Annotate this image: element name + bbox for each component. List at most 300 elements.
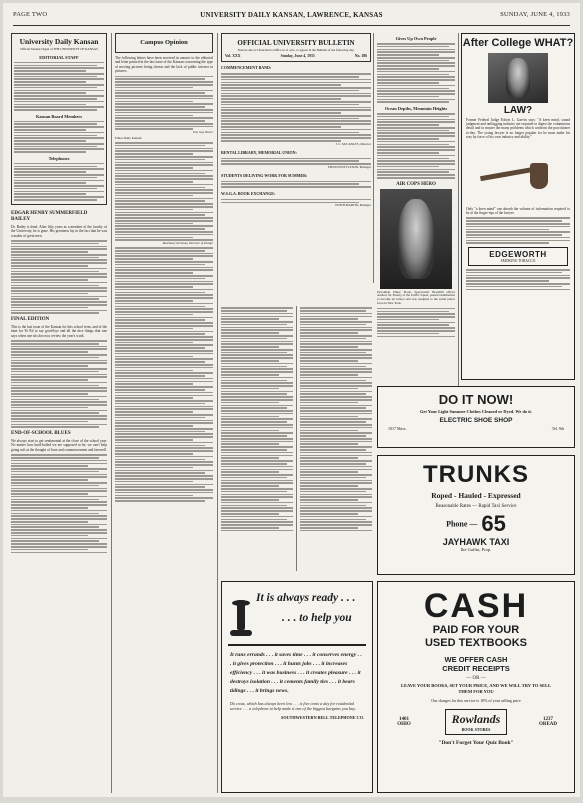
shop-name: ELECTRIC SHOE SHOP [439, 417, 513, 424]
body-text-line [300, 421, 366, 423]
body-text-line [14, 177, 97, 179]
body-text-line [115, 433, 213, 435]
body-text-line [300, 416, 358, 418]
newspaper-page [3, 3, 580, 797]
body-text-line [115, 364, 213, 366]
body-text-line [115, 164, 213, 166]
body-text-line [11, 482, 107, 484]
body-text-line [115, 145, 205, 147]
shop-address: 1017 Mass. [388, 426, 407, 431]
body-text-line [115, 173, 205, 175]
body-text-line [115, 492, 213, 494]
trunks-sub: Roped - Hauled - Expressed [431, 491, 521, 500]
bailey-editorial-text: Dr. Bailey is dead. After fifty years as a member of the faculty of the University, he is gone. His greatness lay in the fact that he was a maker of great men. [11, 224, 107, 238]
body-text-line [11, 351, 88, 353]
body-text-line [11, 376, 107, 378]
body-text-line [221, 118, 359, 120]
body-text-line [221, 455, 293, 457]
body-text-line [221, 485, 279, 487]
body-text-line [300, 438, 372, 440]
body-text-line [221, 519, 287, 521]
store-address-right: 1237 OREAD [538, 717, 558, 727]
body-text-line [377, 57, 455, 59]
body-text-line [377, 96, 439, 98]
body-text-line [11, 379, 88, 381]
body-text-line [115, 237, 193, 239]
body-text-line [300, 410, 372, 412]
body-text-line [300, 335, 372, 337]
telephone-tagline: Do costs, which has always been low . . . is five cents a day for residential service . . . a telephone to help make it one of the biggest bargains you buy. [230, 701, 356, 711]
body-text-line [11, 262, 107, 264]
body-text-line [115, 450, 213, 452]
body-text-line [221, 352, 287, 354]
body-text-line [14, 104, 86, 106]
body-text-line [377, 146, 455, 148]
body-text-line [377, 160, 455, 162]
body-text-line [115, 286, 193, 288]
body-text-line [300, 388, 358, 390]
body-text-line [14, 90, 104, 92]
final-edition-title: FINAL EDITION [11, 316, 50, 322]
body-text-line [11, 546, 107, 548]
body-text-line [221, 160, 359, 162]
body-text-line [11, 552, 107, 554]
body-text-line [377, 71, 455, 73]
body-text-line [115, 297, 213, 299]
body-text-line [300, 310, 366, 312]
body-text-line [115, 453, 193, 455]
body-text-line [466, 289, 570, 291]
body-text-line [300, 318, 358, 320]
photo-caption: Patrolman Elmer Plock, Spectacular Berryhill officer Andrew M. Finerty of the Traffic Squad, passed examination to become an aviator and was assigned to the aerial police force in New York. [377, 289, 455, 305]
body-text-line [221, 407, 287, 409]
body-text-line [11, 298, 99, 300]
body-text-line [377, 141, 455, 143]
bulletin-item-students: STUDENTS DELIVING WORK FOR SUMMER: [221, 172, 308, 178]
body-text-line [377, 93, 455, 95]
body-text-line [115, 408, 213, 410]
body-text-line [221, 521, 293, 523]
body-text-line [300, 313, 372, 315]
body-text-line [115, 101, 193, 103]
letter-signature-2: Rosemary Kershaw, Director of Design [162, 241, 213, 246]
cash-slogan: "Don't Forget Your Quiz Book" [438, 740, 514, 746]
body-text-line [300, 327, 372, 329]
body-text-line [115, 447, 213, 449]
telephone-ad-rule [228, 644, 366, 646]
body-text-line [221, 499, 279, 501]
body-text-line [14, 67, 104, 69]
body-text-line [377, 65, 455, 67]
edgeworth-brand: EDGEWORTH [489, 250, 547, 260]
body-text-line [221, 134, 371, 136]
body-text-line [115, 308, 213, 310]
body-text-line [300, 341, 372, 343]
body-text-line [11, 543, 107, 545]
story-head-1: Gives Up Own People [395, 36, 437, 41]
trunks-title: TRUNKS [423, 461, 529, 488]
body-text-line [377, 76, 455, 78]
body-text-line [221, 183, 359, 185]
cash-note: Our charges for this service is 10% of your selling price [431, 698, 521, 703]
body-text-line [377, 62, 455, 64]
body-text-line [115, 103, 213, 105]
body-text-line [300, 466, 372, 468]
body-text-line [221, 115, 371, 117]
body-text-line [11, 368, 107, 370]
body-text-line [221, 435, 287, 437]
body-text-line [115, 112, 213, 114]
body-text-line [115, 311, 213, 313]
body-text-line [221, 452, 293, 454]
body-text-line [377, 313, 455, 315]
body-text-line [115, 203, 213, 205]
body-text-line [115, 228, 205, 230]
body-text-line [221, 421, 287, 423]
body-text-line [115, 153, 193, 155]
body-text-line [300, 407, 366, 409]
body-text-line [221, 199, 371, 201]
body-text-line [466, 242, 549, 244]
body-text-line [115, 162, 213, 164]
body-text-line [14, 132, 104, 134]
body-text-line [377, 330, 455, 332]
body-text-line [221, 95, 371, 97]
bulletin-band-signature: J. C. McCANLES, Director [335, 141, 371, 146]
body-text-line [115, 397, 193, 399]
body-text-line [221, 482, 293, 484]
body-text-line [14, 81, 86, 83]
body-text-line [115, 269, 213, 271]
letter-signature-1: Eva Gay Stover [192, 130, 213, 135]
body-text-line [115, 76, 213, 78]
trunks-ad [377, 455, 575, 575]
body-text-line [14, 62, 104, 64]
body-text-line [115, 395, 213, 397]
body-text-line [115, 322, 213, 324]
body-text-line [300, 513, 358, 515]
body-text-line [377, 119, 455, 121]
body-text-line [115, 392, 213, 394]
pipe-caption: Only "a keen mind" can absorb the volume of information required to be at the finger-tips of the lawyer. [466, 207, 570, 216]
body-text-line [221, 380, 287, 382]
body-text-line [115, 495, 193, 497]
body-text-line [11, 507, 88, 509]
body-text-line [115, 339, 213, 341]
trunks-owner: Ike Gaffin, Prop. [460, 547, 492, 552]
body-text-line [11, 499, 99, 501]
body-text-line [300, 307, 372, 309]
body-text-line [466, 229, 549, 231]
body-text-line [115, 414, 213, 416]
body-text-line [377, 166, 439, 168]
body-text-line [221, 98, 341, 100]
body-text-line [115, 272, 193, 274]
body-text-line [115, 106, 205, 108]
body-text-line [377, 155, 455, 157]
body-text-line [300, 399, 372, 401]
body-text-line [115, 336, 213, 338]
body-text-line [11, 290, 107, 292]
body-text-line [11, 421, 88, 423]
body-text-line [300, 530, 372, 532]
body-text-line [466, 272, 562, 274]
business-heading: Kansan Board Members [35, 113, 83, 119]
end-of-school-title: END-OF-SCHOOL BLUES [11, 430, 71, 436]
body-text-line [11, 521, 88, 523]
body-text-line [377, 308, 455, 310]
body-text-line [14, 98, 97, 100]
body-text-line [377, 68, 439, 70]
body-text-line [221, 126, 341, 128]
body-text-line [115, 497, 213, 499]
body-text-line [11, 485, 99, 487]
body-text-line [11, 424, 107, 426]
column-divider [458, 33, 459, 413]
body-text-line [115, 486, 205, 488]
body-text-line [115, 292, 205, 294]
body-text-line [377, 144, 449, 146]
body-text-line [11, 301, 107, 303]
body-text-line [221, 346, 279, 348]
campus-opinion-title: Campus Opinion [140, 39, 188, 46]
body-text-line [11, 271, 99, 273]
body-text-line [221, 324, 287, 326]
bulletin-subtitle: Notices due at Chancellor's Office at 11 a.m., to appear in the Bulletin of the following day. [237, 48, 355, 52]
body-text-line [221, 443, 279, 445]
body-text-line [377, 163, 455, 165]
body-text-line [115, 442, 213, 444]
body-text-line [300, 377, 372, 379]
body-text-line [115, 87, 193, 89]
body-text-line [300, 505, 366, 507]
body-text-line [115, 92, 205, 94]
body-text-line [221, 510, 293, 512]
store-address-left: 1401 OHIO [397, 717, 411, 727]
body-text-line [14, 163, 104, 165]
body-text-line [11, 387, 107, 389]
body-text-line [11, 396, 107, 398]
body-text-line [300, 338, 366, 340]
photo-title: AIR COPS HERO [396, 181, 436, 187]
body-text-line [377, 127, 455, 129]
official-bulletin [221, 33, 371, 333]
letters-column-left [221, 306, 293, 576]
body-text-line [115, 481, 193, 483]
body-text-line [115, 264, 205, 266]
masthead-box [11, 33, 107, 205]
news-column [377, 33, 455, 413]
body-text-line [300, 443, 358, 445]
body-text-line [377, 322, 455, 324]
body-text-line [115, 223, 193, 225]
bulletin-item-book-exchange: W.S.G.A. BOOK EXCHANGE: [221, 190, 276, 196]
body-text-line [300, 430, 358, 432]
body-text-line [221, 477, 287, 479]
body-text-line [221, 405, 293, 407]
body-text-line [11, 254, 107, 256]
rowlands-name: Rowlands [451, 712, 501, 726]
body-text-line [115, 439, 193, 441]
body-text-line [221, 101, 371, 103]
body-text-line [221, 366, 287, 368]
body-text-line [115, 461, 213, 463]
body-text-line [221, 432, 293, 434]
body-text-line [14, 73, 104, 75]
body-text-line [300, 491, 366, 493]
body-text-line [115, 142, 213, 144]
body-text-line [221, 109, 371, 111]
body-text-line [221, 371, 293, 373]
body-text-line [115, 187, 205, 189]
body-text-line [221, 502, 293, 504]
body-text-line [377, 90, 455, 92]
body-text-line [14, 180, 104, 182]
body-text-line [115, 225, 213, 227]
body-text-line [221, 368, 293, 370]
body-text-line [14, 135, 97, 137]
body-text-line [115, 361, 205, 363]
body-text-line [14, 146, 97, 148]
body-text-line [221, 513, 279, 515]
body-text-line [377, 113, 455, 115]
body-text-line [11, 532, 107, 534]
aviator-photo [380, 189, 452, 289]
body-text-line [115, 90, 213, 92]
body-text-line [115, 184, 213, 186]
body-text-line [300, 427, 372, 429]
campus-opinion-box [115, 33, 213, 53]
body-text-line [11, 479, 88, 481]
body-text-line [300, 357, 372, 359]
body-text-line [221, 343, 293, 345]
body-text-line [377, 336, 455, 338]
body-text-line [466, 220, 562, 222]
body-text-line [14, 78, 104, 80]
bulletin-date: Sunday, June 4, 1933 [280, 53, 315, 58]
body-text-line [300, 521, 372, 523]
campus-opinion-intro: The following letters have been received in answer to the editorial and letter printed in the last issue of the Kansan concerning the type of moving pictures being shown and the lack of public interest in pictures. [115, 56, 213, 74]
body-text-line [115, 117, 213, 119]
body-text-line [377, 327, 455, 329]
body-text-line [115, 148, 213, 150]
body-text-line [221, 427, 293, 429]
body-text-line [221, 382, 293, 384]
body-text-line [115, 484, 213, 486]
body-text-line [11, 246, 107, 248]
body-text-line [11, 393, 88, 395]
letters-column-right [300, 306, 372, 576]
body-text-line [300, 499, 358, 501]
bulletin-volume: Vol. XXX [225, 53, 241, 58]
body-text-line [11, 243, 99, 245]
body-text-line [466, 277, 570, 279]
body-text-line [300, 346, 358, 348]
body-text-line [115, 306, 205, 308]
body-text-line [11, 412, 99, 414]
edgeworth-subbrand: SMOKING TOBACCO [500, 259, 536, 264]
body-text-line [377, 171, 449, 173]
body-text-line [221, 507, 293, 509]
body-text-line [115, 214, 205, 216]
body-text-line [115, 200, 205, 202]
body-text-line [300, 352, 366, 354]
body-text-line [11, 504, 107, 506]
do-it-now-ad [377, 386, 575, 448]
body-text-line [115, 472, 205, 474]
pipe-bowl [530, 163, 548, 189]
body-text-line [221, 310, 287, 312]
body-text-line [115, 231, 213, 233]
body-text-line [466, 275, 570, 277]
body-text-line [14, 101, 104, 103]
body-text-line [115, 109, 213, 111]
body-text-line [115, 261, 213, 263]
body-text-line [221, 329, 293, 331]
body-text-line [300, 480, 372, 482]
body-text-line [377, 51, 455, 53]
body-text-line [221, 449, 287, 451]
body-text-line [14, 168, 104, 170]
body-text-line [11, 468, 107, 470]
body-text-line [221, 335, 293, 337]
body-text-line [115, 300, 193, 302]
body-text-line [221, 327, 293, 329]
body-text-line [300, 360, 358, 362]
body-text-line [115, 319, 205, 321]
body-text-line [300, 368, 372, 370]
body-text-line [300, 485, 358, 487]
body-text-line [11, 410, 107, 412]
body-text-line [11, 276, 107, 278]
body-text-line [11, 360, 107, 362]
body-text-line [377, 149, 455, 151]
body-text-line [11, 426, 99, 428]
body-text-line [115, 78, 205, 80]
body-text-line [115, 283, 213, 285]
body-text-line [11, 474, 107, 476]
body-text-line [11, 418, 107, 420]
body-text-line [300, 371, 372, 373]
body-text-line [11, 268, 107, 270]
body-text-line [115, 167, 193, 169]
body-text-line [300, 516, 372, 518]
body-text-line [300, 519, 366, 521]
body-text-line [221, 480, 293, 482]
body-text-line [115, 189, 213, 191]
body-text-line [115, 98, 213, 100]
body-text-line [11, 273, 107, 275]
body-text-line [221, 87, 371, 89]
cash-line-3: WE OFFER CASH [444, 655, 508, 664]
body-text-line [300, 324, 366, 326]
body-text-line [11, 457, 99, 459]
body-text-line [300, 354, 372, 356]
body-text-line [11, 407, 88, 409]
body-text-line [221, 104, 359, 106]
body-text-line [466, 240, 570, 242]
end-of-school-text: We always start to get sentimental at the close of the school year. No matter how hard-boiled we are supposed to be, we can't help going soft at the thought of June and commencement and farewell. [11, 438, 107, 452]
body-text-line [115, 475, 213, 477]
body-text-line [221, 399, 293, 401]
body-text-line [466, 226, 570, 228]
body-text-line [11, 304, 107, 306]
body-text-line [11, 251, 88, 253]
body-text-line [14, 171, 86, 173]
body-text-line [115, 500, 205, 502]
bulletin-item-library: RENTAL LIBRARY, MEMORIAL UNION: [221, 149, 297, 155]
body-text-line [221, 505, 287, 507]
